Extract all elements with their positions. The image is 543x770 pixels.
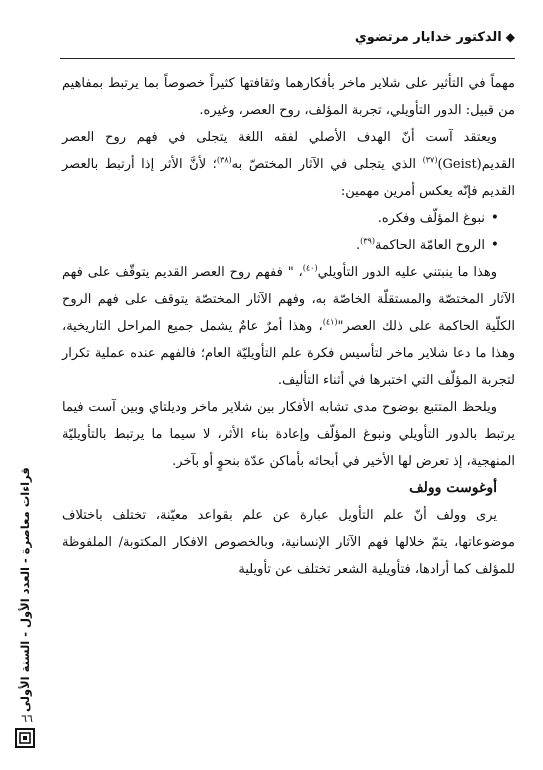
journal-running-title: قراءات معاصرة - العدد الأول - السنة الأولى — [18, 467, 32, 713]
paragraph-1: مهماً في التأثير على شلاير ماخر بأفكارهما وثقافتها كثيراً خصوصاً بما يرتبط بمفاهيم من قبيل: الدور التأويلي، تجربة المؤلف، روح العصر، وغيره. — [62, 76, 515, 118]
footnote-ref-40: (٤٠) — [302, 263, 318, 273]
body-text — [62, 70, 515, 583]
section-heading: أوغوست وولف — [409, 480, 497, 496]
paragraph-2 — [62, 124, 515, 205]
footnote-ref-41: (٤١) — [322, 317, 338, 327]
paragraph-5: يرى وولف أنّ علم التأويل عبارة عن علم بقواعد معيّنة، تختلف باختلاف موضوعاتها، يتمّ خلالها فهم الآثار الإنسانية، وبالخصوص الافكار المكتوبة/ الملفوظة للمؤلف كما أرادها، فتأويلية الشعر تختلف عن تأويلية — [62, 508, 515, 577]
paragraph-3-part-c: ، وهذا أمرٌ عامٌ يشمل جميع المراحل التاريخية، وهذا ما دعا شلاير ماخر لتأسيس فكرة علم التأويليّة العام؛ فالفهم عنده عملية تكرار لتجربة المؤلّف التي اختبرها في أثناء التأليف. — [62, 319, 515, 388]
page-number: ٦٦ — [21, 712, 33, 725]
paragraph-2-part-a: ويعتقد آست أنّ الهدف الأصلي لفقه اللغة يتجلى في فهم روح العصر القديم(Geist) — [62, 130, 515, 172]
paragraph-4: ويلحظ المتتبع بوضوح مدى تشابه الأفكار بين شلاير ماخر وديلتاي وبين آست فيما يرتبط بالدور التأويلي ونبوغ المؤلّف وإعادة بناء الأثر، لا سيما ما يرتبط بالتأويليّة المنهجية، إذ تعرض لها الأخير في أبحاثه بأماكن عدّة بنحوٍ أو بآخر. — [62, 400, 515, 469]
paragraph-3 — [62, 259, 515, 394]
footnote-ref-38: (٣٨) — [216, 155, 232, 165]
bullet-item-2 — [62, 232, 499, 259]
paragraph-2-part-b: الذي يتجلى في الآثار المختصّ به — [231, 157, 423, 172]
square-logo-icon — [15, 728, 35, 748]
paragraph-3-part-a: وهذا ما ينبتني عليه الدور التأويلي — [317, 265, 497, 280]
bullet-item-1: • نبوغ المؤلّف وفكره. — [62, 205, 499, 232]
diamond-icon: ◆ — [505, 30, 515, 44]
bullet-item-2-end: . — [355, 238, 361, 253]
footnote-ref-39: (٣٩) — [360, 236, 375, 246]
bullet-list — [62, 205, 515, 259]
author-name: الدكتور خدايار مرتضوي — [354, 30, 502, 45]
bullet-item-2-text: الروح العامّة الحاكمة — [374, 238, 485, 253]
running-header — [60, 30, 515, 59]
paragraph-3-part-b: ، " ففهم روح العصر القديم يتوقّف على فهم الآثار المختصّة والمستقلّة الخاصّة به، وفهم الآثار المختصّة يتوقف على فهم الروح الكلّية الحاكمة على ذلك العصر" — [62, 265, 516, 334]
paragraph-2-part-c: ؛ لأنَّ الأثر إذا أرتبط بالعصر القديم فإنّه يعكس أمرين مهمين: — [62, 157, 515, 199]
footnote-ref-37: (٣٧) — [422, 155, 438, 165]
